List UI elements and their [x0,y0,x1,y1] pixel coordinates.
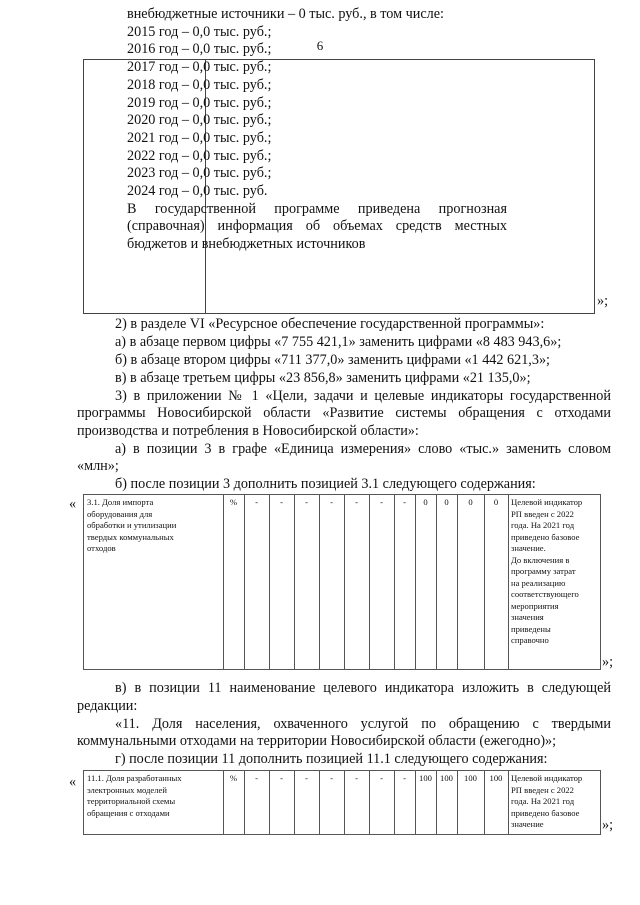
opening-quote: « [69,496,77,512]
col-divider [269,495,270,669]
funding-line: 2016 год – 0,0 тыс. руб.; [127,41,272,58]
paragraph-line: «млн»; [77,458,119,474]
paragraph-line: в) в позиции 11 наименование целевого индикатора изложить в следующей [115,680,611,696]
paragraph-line: в) в абзаце третьем цифры «23 856,8» заменить цифрами «21 135,0»; [115,370,531,386]
value-cell: - [305,497,308,507]
note-line: приведены [511,623,551,634]
funding-line: 2022 год – 0,0 тыс. руб.; [127,147,272,164]
note-line: РП введен с 2022 [511,784,574,795]
paragraph-line: программы Новосибирской области «Развитие системы обращения с отходами [77,405,611,421]
note-line: значение [511,819,544,829]
value-cell: 100 [464,773,477,783]
paragraph-line: г) после позиции 11 дополнить позицией 11.1 следующего содержания: [115,751,548,767]
value-cell: - [403,773,406,783]
indicator-name-line: электронных моделей [87,784,167,795]
paragraph-line: редакции: [77,698,138,714]
page-number: 6 [316,38,324,53]
funding-line: 2020 год – 0,0 тыс. руб.; [127,112,272,129]
indicator-name-line: твердых коммунальных [87,531,174,542]
note-line: справочно [511,635,549,645]
funding-note-line: В государственной программе приведена прогнозная [127,200,507,217]
funding-line: 2015 год – 0,0 тыс. руб.; [127,23,272,40]
value-cell: 0 [423,497,428,507]
note-line: мероприятия [511,600,559,611]
note-line: приведено базовое [511,807,580,818]
paragraph-line: 2) в разделе VI «Ресурсное обеспечение государственной программы»: [115,316,545,332]
funding-line: 2024 год – 0,0 тыс. руб. [127,183,268,200]
note-line: До включения в [511,554,570,565]
col-divider [244,495,245,669]
indicator-name [87,497,223,555]
value-cell: 100 [419,773,432,783]
funding-line: 2017 год – 0,0 тыс. руб.; [127,59,272,76]
closing-quote: »; [597,293,609,309]
paragraph-line: 3) в приложении № 1 «Цели, задачи и целевые индикаторы государственной [115,388,611,404]
value-cell: - [355,773,358,783]
value-cell: - [355,497,358,507]
closing-quote: »; [602,654,614,670]
value-cell: - [403,497,406,507]
note-line: на реализацию [511,577,566,588]
value-cell: - [330,497,333,507]
col-divider [319,495,320,669]
indicator-name [87,773,223,819]
paragraph-line: «11. Доля населения, охваченного услугой по обращению с твердыми [115,716,611,732]
paragraph-line: а) в абзаце первом цифры «7 755 421,1» заменить цифрами «8 483 943,6»; [115,334,562,350]
note-line: соответствующего [511,589,579,599]
value-cell: - [380,497,383,507]
value-cell: 100 [489,773,503,783]
col-divider [436,495,437,669]
indicator-row-11-1 [83,770,601,835]
value-cell: - [330,773,333,783]
indicator-name-line: оборудования для [87,508,153,519]
note-line: РП введен с 2022 [511,508,574,519]
funding-line: 2021 год – 0,0 тыс. руб.; [127,129,272,146]
col-divider [369,495,370,669]
value-cell: - [380,773,383,783]
note-line: значение. [511,543,546,553]
indicator-row-3-1 [83,494,601,670]
paragraph-line: б) в абзаце втором цифры «711 377,0» заменить цифрами «1 442 621,3»; [115,352,550,368]
value-cell: 0 [444,497,449,507]
funding-line: 2018 год – 0,0 тыс. руб.; [127,76,272,93]
value-cell: - [255,497,258,507]
indicator-note [511,497,603,647]
note-line: Целевой индикатор [511,773,583,783]
col-divider [415,495,416,669]
note-line: Целевой индикатор [511,497,583,507]
col-divider [457,495,458,669]
note-line: года. На 2021 год [511,520,575,530]
indicator-name-line: отходов [87,543,116,553]
closing-quote: »; [602,817,614,833]
indicator-name-line: обработки и утилизации [87,520,177,530]
note-line: значения [511,612,544,622]
unit-cell: % [229,773,238,783]
col-divider [508,771,509,834]
paragraph-line: производства и потребления в Новосибирской области»: [77,423,419,439]
col-divider [344,495,345,669]
value-cell: 0 [493,497,499,507]
funding-cell [127,6,507,254]
note-line: приведено базовое [511,531,580,542]
indicator-note [511,773,603,831]
value-cell: 100 [440,773,453,783]
value-cell: 0 [468,497,473,507]
value-cell: - [305,773,308,783]
unit-cell: % [229,497,238,507]
col-divider [294,495,295,669]
paragraph-line: коммунальными отходами на территории Новосибирской области (ежегодно)»; [77,733,557,749]
indicator-name-line: территориальной схемы [87,796,176,806]
value-cell: - [280,497,283,507]
col-divider [484,495,485,669]
indicator-name-line: обращения с отходами [87,807,170,818]
value-cell: - [280,773,283,783]
funding-note-line: бюджетов и внебюджетных источников [127,236,366,253]
funding-note-line: (справочная) информация об объемах средств местных [127,218,507,235]
funding-line: 2023 год – 0,0 тыс. руб.; [127,165,272,182]
indicator-name-line: 11.1. Доля разработанных [87,773,182,783]
value-cell: - [255,773,258,783]
paragraph-line: б) после позиции 3 дополнить позицией 3.1 следующего содержания: [115,476,536,492]
note-line: программу затрат [511,566,576,576]
indicator-name-line: 3.1. Доля импорта [87,497,154,507]
col-divider [394,495,395,669]
opening-quote: « [69,774,77,790]
funding-line: 2019 год – 0,0 тыс. руб.; [127,94,272,111]
col-divider [223,495,224,669]
paragraph-line: а) в позиции 3 в графе «Единица измерения» слово «тыс.» заменить словом [115,441,611,457]
col-divider [508,495,509,669]
note-line: года. На 2021 год [511,796,575,806]
funding-line: внебюджетные источники – 0 тыс. руб., в том числе: [127,6,444,22]
